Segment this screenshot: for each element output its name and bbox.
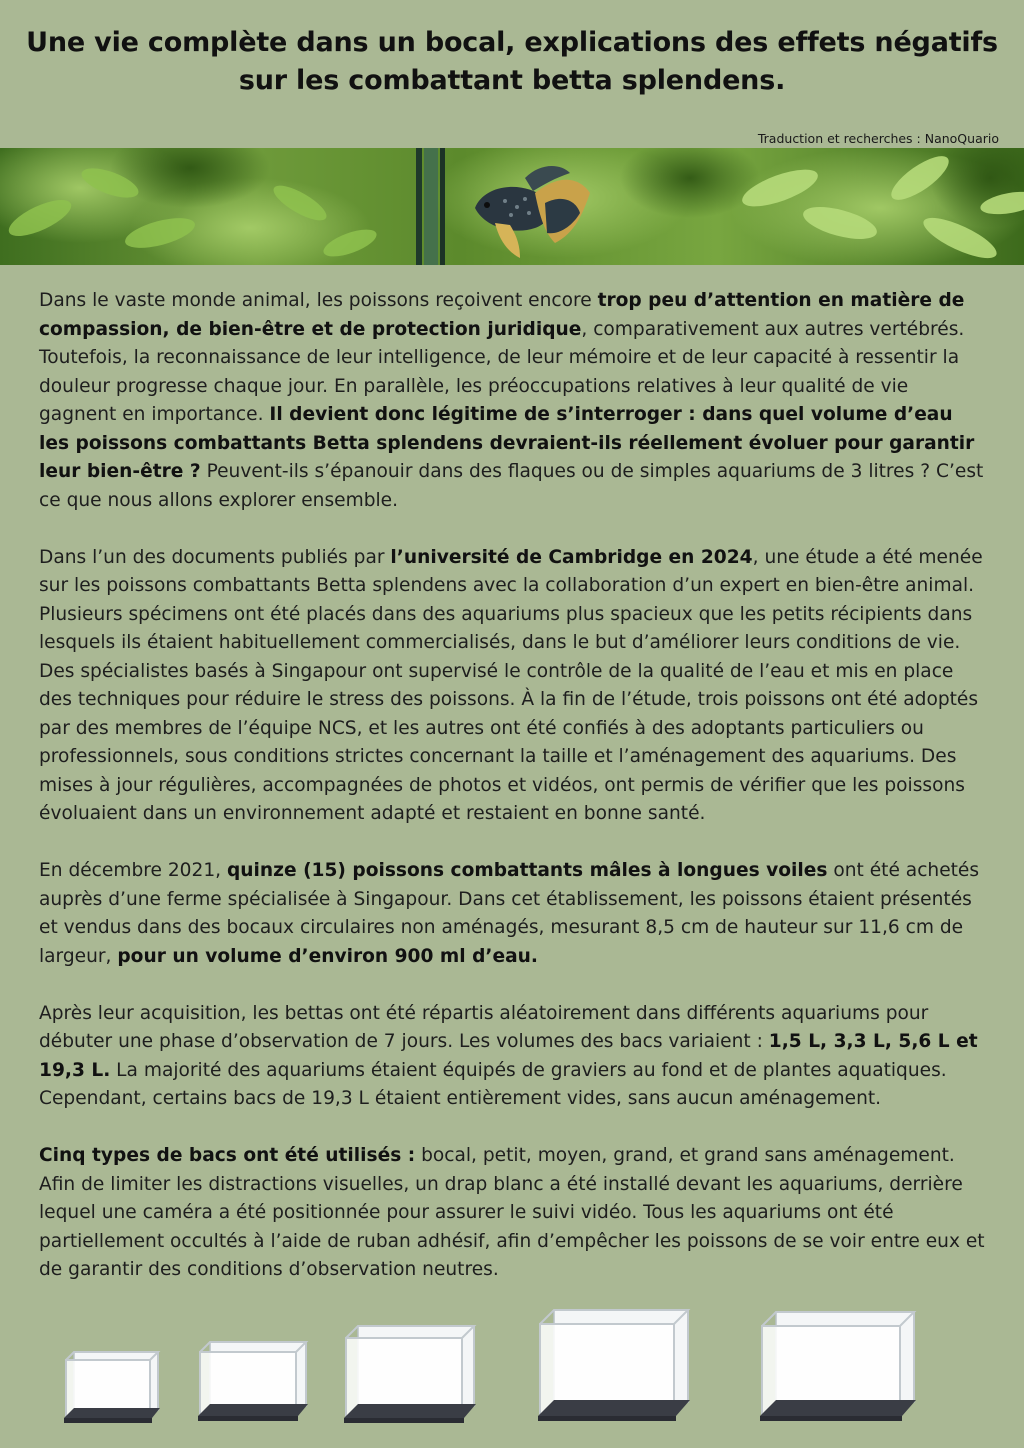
title-line-2: sur les combattant betta splendens. [238, 65, 786, 96]
bold-segment: pour un volume d’environ 900 ml d’eau. [117, 945, 538, 967]
text-segment: bocal, petit, moyen, grand, et grand sans aménagement. Afin de limiter les distractions visuelles, un drap blanc a été installé devant les aquariums, derrière lequel une caméra a été positionnée pour assurer le suivi vidéo. Tous les aquariums ont été partiellement occultés à l’aide de ruban adhésif, afin d’empêcher les poissons de se voir entre eux et de garantir des conditions d’observation neutres. [39, 1145, 985, 1280]
text-segment: Dans le vaste monde animal, les poissons reçoivent encore [39, 290, 598, 311]
betta-fish-banner [0, 148, 1024, 265]
aquarium-tanks-svg [0, 1296, 1024, 1436]
text-segment: Après leur acquisition, les bettas ont été répartis aléatoirement dans différents aquariums pour débuter une phase d’observation de 7 jours. Les volumes des bacs variaient : [39, 1002, 929, 1052]
article-body [39, 287, 989, 1313]
bold-segment: l’université de Cambridge en 2024 [390, 546, 753, 568]
text-segment: ont été achetés auprès d’une ferme spécialisée à Singapour. Dans cet établissement, les poissons étaient présentés et vendus dans des bocaux circulaires non aménagés, mesurant 8,5 cm de hauteur sur 11,6 cm de largeur, [39, 860, 980, 967]
bold-segment: trop peu d’attention en matière de compassion, de bien-être et de protection juridique [39, 290, 965, 340]
paragraph-1 [39, 287, 989, 515]
text-segment: , comparativement aux autres vertébrés. Toutefois, la reconnaissance de leur intelligence, de leur mémoire et de leur capacité à ressentir la douleur progresse chaque jour. En parallèle, les préoccupations relatives à leur qualité de vie gagnent en importance. [39, 318, 965, 425]
paragraph-4 [39, 1000, 989, 1114]
text-segment: Dans l’un des documents publiés par [39, 546, 391, 568]
text-segment: , une étude a été menée sur les poissons combattants Betta splendens avec la collaboration d’un expert en bien-être animal. Plusieurs spécimens ont été placés dans des aquariums plus spacieux que les petits récipients dans lesquels ils étaient habituellement commercialisés, dans le but d’améliorer leurs conditions de vie. Des spécialistes basés à Singapour ont supervisé le contrôle de la qualité de l’eau et mis en place des techniques pour réduire le stress des poissons. À la fin de l’étude, trois poissons ont été adoptés par des membres de l’équipe NCS, et les autres ont été confiés à des adoptants particuliers ou professionnels, sous conditions strictes concernant la taille et l’aménagement des aquariums. Des mises à jour régulières, accompagnées de photos et vidéos, ont permis de vérifier que les poissons évoluaient dans un environnement adapté et restaient en bonne santé. [39, 546, 983, 824]
betta-fish-banner-photo-icon [0, 148, 1024, 265]
aquarium-tank-icon [198, 1342, 308, 1421]
text-segment: La majorité des aquariums étaient équipés de graviers au fond et de plantes aquatiques. Cependant, certains bacs de 19,3 L étaient entièrement vides, sans aucun aménagement. [39, 1059, 947, 1109]
aquarium-sizes-illustration [0, 1296, 1024, 1436]
bold-segment: Il devient donc légitime de s’interroger : dans quel volume d’eau les poissons combattants Betta splendens devraient-ils réellement évoluer pour garantir leur bien-être ? [39, 404, 975, 482]
aquarium-tank-icon [344, 1326, 476, 1423]
bold-segment: 1,5 L, 3,3 L, 5,6 L et 19,3 L. [39, 1031, 978, 1081]
paragraph-5 [39, 1142, 989, 1285]
paragraph-3 [39, 857, 989, 971]
aquarium-tank-icon [760, 1312, 916, 1421]
credit-text: Traduction et recherches : NanoQuario [757, 131, 999, 146]
page-title [0, 24, 1024, 100]
text-segment: En décembre 2021, [39, 860, 227, 881]
bold-segment: Cinq types de bacs ont été utilisés : [39, 1145, 416, 1166]
title-line-1: Une vie complète dans un bocal, explications des effets négatifs [26, 27, 998, 58]
aquarium-tank-icon [538, 1310, 690, 1421]
text-segment: Peuvent-ils s’épanouir dans des flaques ou de simples aquariums de 3 litres ? C’est ce que nous allons explorer ensemble. [39, 461, 984, 511]
aquarium-tank-icon [64, 1352, 160, 1423]
paragraph-2 [39, 544, 989, 829]
bold-segment: quinze (15) poissons combattants mâles à longues voiles [227, 860, 828, 881]
